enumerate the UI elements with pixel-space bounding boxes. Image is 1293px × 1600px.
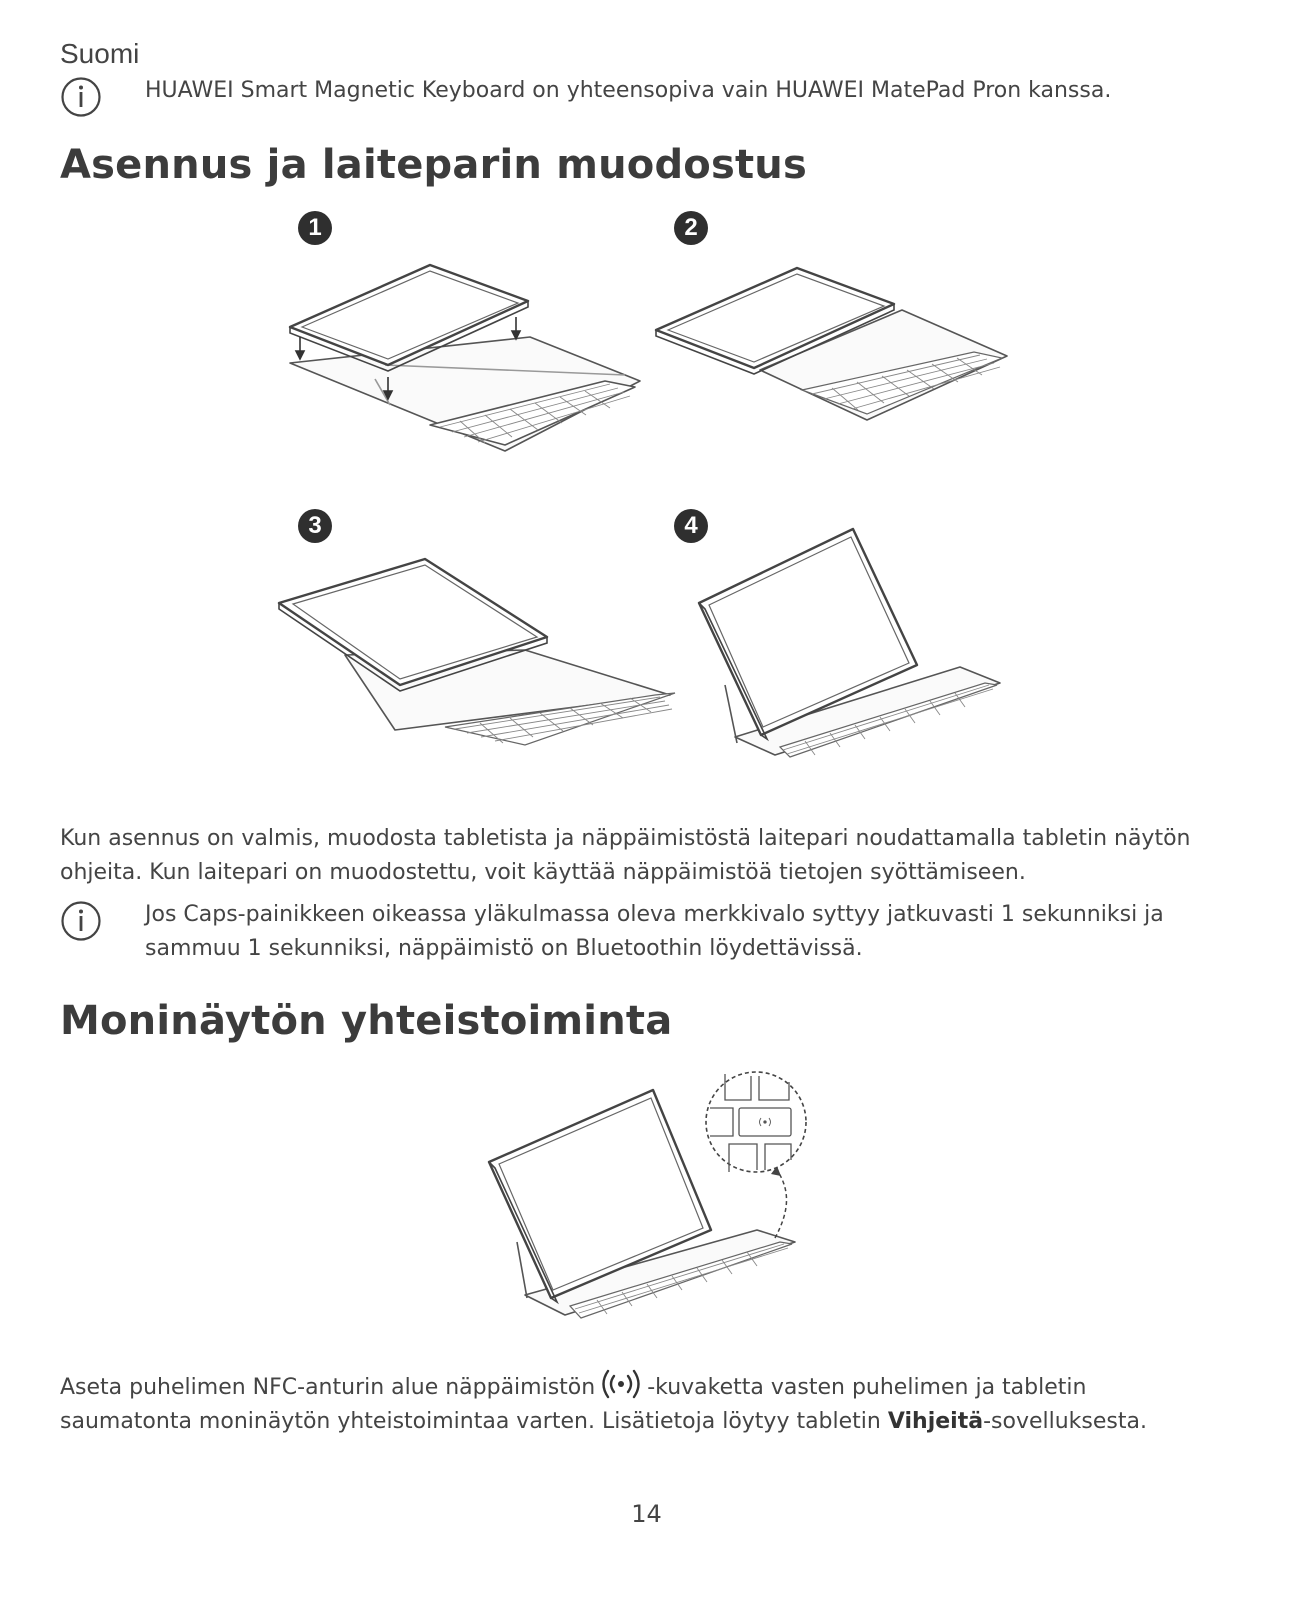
pairing-paragraph: Kun asennus on valmis, muodosta tabletista ja näppäimistöstä laitepari noudattamalla tabletin näytön ohjeita. Kun laitepari on muodostettu, voit käyttää näppäimistöä tietojen syöttämiseen. (60, 826, 1191, 885)
info-icon (60, 900, 102, 942)
tips-app-name: Vihjeitä (887, 1409, 984, 1434)
info-icon (60, 76, 102, 118)
nfc-icon (599, 1368, 643, 1400)
step-badge-2: 2 (674, 211, 708, 245)
nfc-paragraph-line-1 (60, 1368, 1240, 1405)
nfc-text-part-1: Aseta puhelimen NFC-anturin alue näppäimistön (60, 1375, 596, 1400)
page-number: 14 (631, 1500, 662, 1528)
illustration-step-2 (652, 260, 1012, 430)
step-badge-4: 4 (674, 509, 708, 543)
nfc-paragraph-line-2 (60, 1405, 1240, 1439)
language-label: Suomi (60, 38, 140, 69)
illustration-step-3 (275, 555, 680, 750)
bluetooth-note-line-2: sammuu 1 sekunniksi, näppäimistö on Bluetoothin löydettävissä. (145, 936, 863, 961)
section-title-multiscreen: Moninäytön yhteistoiminta (60, 998, 673, 1044)
illustration-nfc (485, 1070, 815, 1330)
step-badge-1: 1 (298, 211, 332, 245)
nfc-text-line2-part-2: -sovelluksesta. (983, 1409, 1147, 1434)
section-title-installation: Asennus ja laiteparin muodostus (60, 142, 807, 188)
nfc-paragraph (60, 1368, 1240, 1439)
illustration-step-4 (695, 525, 1005, 765)
step-badge-3: 3 (298, 509, 332, 543)
illustration-step-1 (280, 255, 650, 460)
compatibility-note: HUAWEI Smart Magnetic Keyboard on yhteensopiva vain HUAWEI MatePad Pron kanssa. (145, 78, 1112, 103)
nfc-text-part-2: -kuvaketta vasten puhelimen ja tabletin (647, 1375, 1087, 1400)
nfc-text-line2-part-1: saumatonta moninäytön yhteistoimintaa varten. Lisätietoja löytyy tabletin (60, 1409, 881, 1434)
bluetooth-note-line-1: Jos Caps-painikkeen oikeassa yläkulmassa oleva merkkivalo syttyy jatkuvasti 1 sekunniksi ja (145, 902, 1164, 927)
